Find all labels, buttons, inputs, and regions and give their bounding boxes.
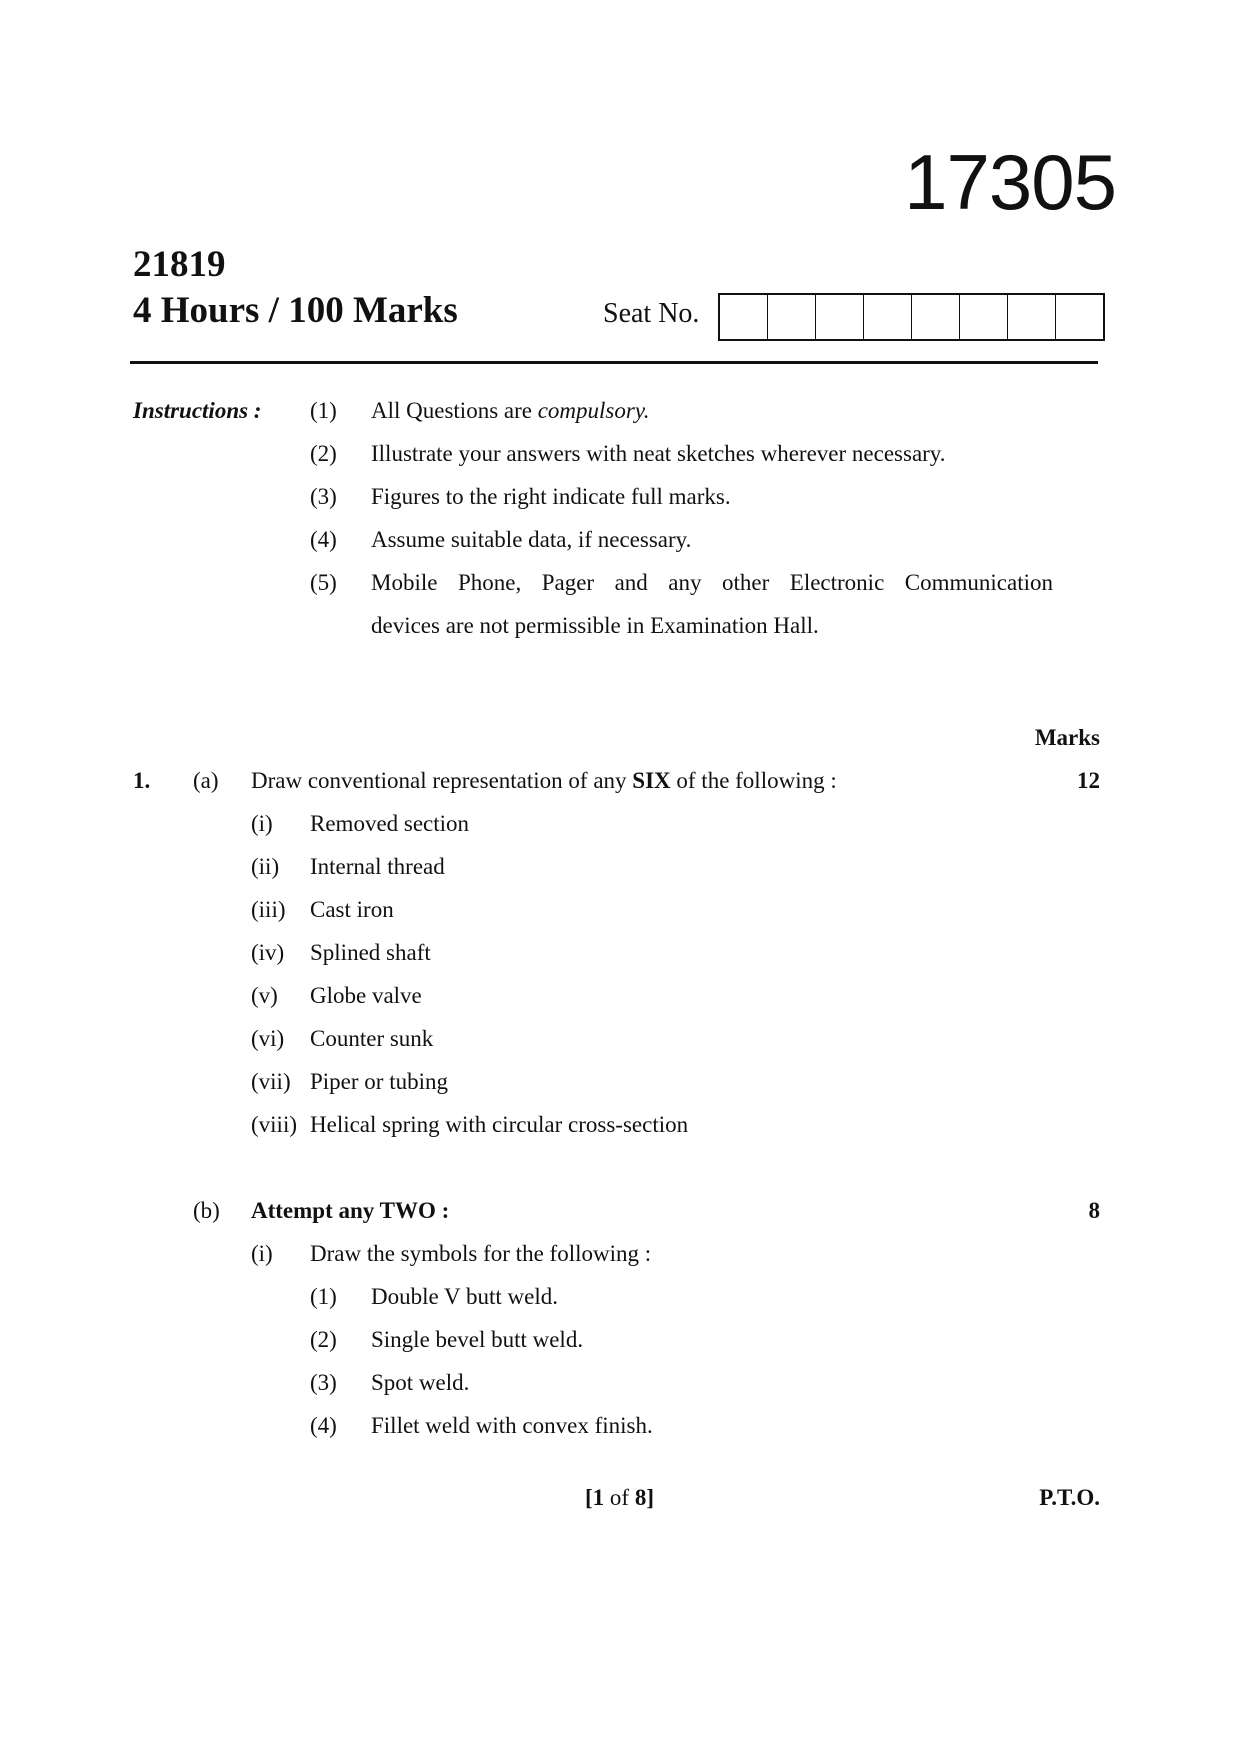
item-text: Draw the symbols for the following : bbox=[310, 1241, 652, 1266]
item-text: Splined shaft bbox=[310, 940, 431, 965]
seat-box[interactable] bbox=[960, 295, 1008, 339]
instruction-number: (3) bbox=[310, 484, 337, 509]
subitem-number: (4) bbox=[310, 1413, 337, 1438]
subitem-text: Fillet weld with convex finish. bbox=[371, 1413, 653, 1438]
instruction-text: Illustrate your answers with neat sketches wherever necessary. bbox=[371, 441, 946, 466]
subquestion-label: (b) bbox=[193, 1198, 220, 1223]
instruction-emphasis: compulsory. bbox=[537, 398, 650, 423]
question-marks: 8 bbox=[1088, 1198, 1100, 1223]
please-turn-over: P.T.O. bbox=[1039, 1485, 1100, 1510]
page-total: 8 bbox=[634, 1485, 647, 1510]
page-bracket: ] bbox=[646, 1485, 655, 1510]
subitem-number: (3) bbox=[310, 1370, 337, 1395]
instruction-number: (1) bbox=[310, 398, 337, 423]
subitem-number: (1) bbox=[310, 1284, 337, 1309]
seat-box[interactable] bbox=[912, 295, 960, 339]
instruction-text: Figures to the right indicate full marks. bbox=[371, 484, 731, 509]
item-text: Counter sunk bbox=[310, 1026, 434, 1051]
seat-box[interactable] bbox=[720, 295, 768, 339]
item-text: Helical spring with circular cross-section bbox=[310, 1112, 689, 1137]
seat-box[interactable] bbox=[1008, 295, 1056, 339]
exam-duration-marks: 4 Hours / 100 Marks bbox=[133, 290, 458, 331]
subitem-number: (2) bbox=[310, 1327, 337, 1352]
question-text-part: of the following : bbox=[670, 768, 837, 793]
item-number: (ii) bbox=[251, 854, 280, 879]
page-bracket: [ bbox=[585, 1485, 593, 1510]
item-number: (viii) bbox=[251, 1112, 297, 1137]
header-divider bbox=[130, 361, 1098, 364]
item-text: Globe valve bbox=[310, 983, 422, 1008]
instruction-number: (4) bbox=[310, 527, 337, 552]
item-text: Cast iron bbox=[310, 897, 394, 922]
instruction-text: Mobile Phone, Pager and any other Electronic Communication bbox=[371, 570, 1053, 595]
question-text-bold: SIX bbox=[632, 768, 671, 793]
instruction-number: (5) bbox=[310, 570, 337, 595]
seat-number-boxes[interactable] bbox=[718, 293, 1105, 341]
marks-column-heading: Marks bbox=[1034, 725, 1100, 750]
question-number: 1. bbox=[133, 768, 151, 793]
item-text: Removed section bbox=[310, 811, 470, 836]
seat-box[interactable] bbox=[1056, 295, 1103, 339]
subquestion-label: (a) bbox=[193, 768, 219, 793]
item-text: Piper or tubing bbox=[310, 1069, 448, 1094]
paper-code: 17305 bbox=[904, 138, 1116, 226]
exam-code: 21819 bbox=[133, 244, 226, 285]
item-number: (i) bbox=[251, 811, 273, 836]
item-number: (vi) bbox=[251, 1026, 285, 1051]
item-number: (v) bbox=[251, 983, 278, 1008]
instruction-text-continued: devices are not permissible in Examination Hall. bbox=[371, 613, 819, 638]
subitem-text: Spot weld. bbox=[371, 1370, 470, 1395]
seat-box[interactable] bbox=[864, 295, 912, 339]
item-number: (iii) bbox=[251, 897, 286, 922]
instruction-text-part: All Questions are bbox=[371, 398, 538, 423]
item-number: (iv) bbox=[251, 940, 285, 965]
item-number: (i) bbox=[251, 1241, 273, 1266]
page-of: of bbox=[604, 1485, 635, 1510]
subquestion-text: Attempt any TWO : bbox=[251, 1198, 450, 1223]
seat-box[interactable] bbox=[768, 295, 816, 339]
question-marks: 12 bbox=[1077, 768, 1100, 793]
page-current: 1 bbox=[592, 1485, 605, 1510]
seat-number-label: Seat No. bbox=[603, 298, 700, 329]
instruction-text: Assume suitable data, if necessary. bbox=[371, 527, 692, 552]
page-number bbox=[585, 1485, 654, 1511]
item-number: (vii) bbox=[251, 1069, 291, 1094]
subitem-text: Single bevel butt weld. bbox=[371, 1327, 584, 1352]
instruction-number: (2) bbox=[310, 441, 337, 466]
subitem-text: Double V butt weld. bbox=[371, 1284, 558, 1309]
item-text: Internal thread bbox=[310, 854, 445, 879]
question-text-part: Draw conventional representation of any bbox=[251, 768, 633, 793]
instructions-label: Instructions : bbox=[133, 398, 262, 423]
seat-box[interactable] bbox=[816, 295, 864, 339]
instruction-text bbox=[371, 398, 650, 424]
subquestion-text bbox=[251, 768, 837, 794]
